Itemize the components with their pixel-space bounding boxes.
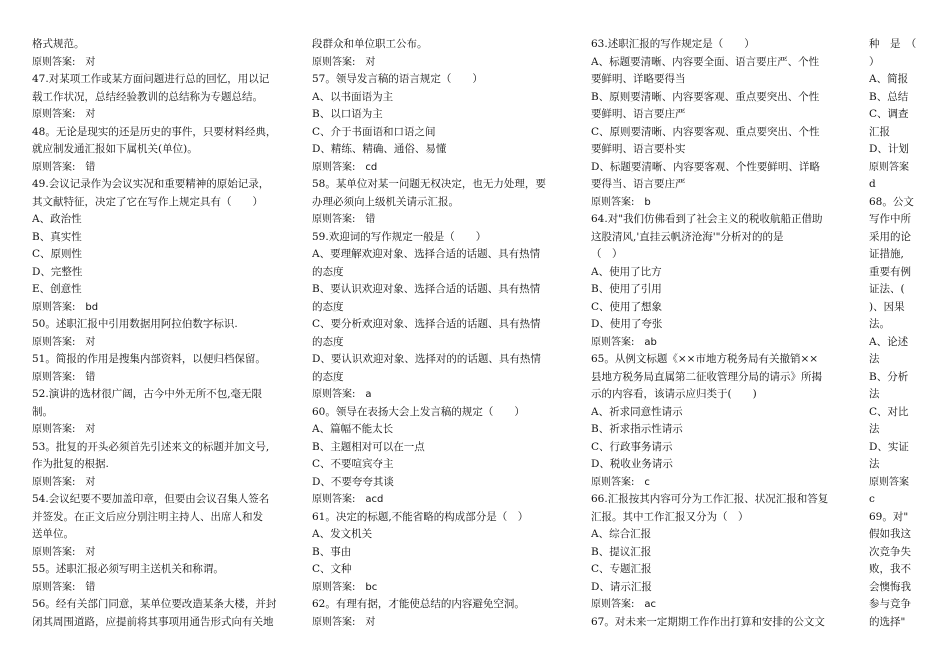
text-line: 原则答案: 对 bbox=[32, 424, 96, 435]
text-line: 证法、( bbox=[869, 283, 905, 295]
text-line: C、文种 bbox=[312, 563, 352, 575]
text-line: 原则答案: 对 bbox=[32, 56, 96, 68]
text-line: 63.述职汇报的写作规定是（ ） bbox=[591, 38, 755, 50]
text-line: 52.演讲的选材很广阔，古今中外无所不包,毫无限 bbox=[32, 388, 263, 400]
text-line: 原则答案: ab bbox=[591, 336, 657, 348]
text-line: 法 bbox=[869, 423, 880, 435]
text-line: A、使用了比方 bbox=[591, 265, 662, 278]
text-line: 69。对" bbox=[869, 510, 909, 523]
text-line: 重要有例 bbox=[869, 265, 911, 278]
text-line: ） bbox=[869, 55, 880, 68]
text-line: B、祈求指示性请示 bbox=[591, 423, 683, 435]
text-line: 采用的论 bbox=[869, 230, 911, 243]
text-line: 就应制发通汇报如下属机关(单位)。 bbox=[32, 143, 198, 155]
text-line: A、发文机关 bbox=[312, 528, 373, 540]
text-line: 原则答案: ac bbox=[591, 599, 656, 610]
text-line: 的态度 bbox=[312, 265, 344, 278]
text-line: C、要分析欢迎对象、选择合适的话题、具有热情 bbox=[312, 318, 541, 330]
text-line: 原则答案: 对 bbox=[312, 56, 376, 68]
text-line: D、税收业务请示 bbox=[591, 458, 673, 470]
text-line: B、使用了引用 bbox=[591, 283, 662, 295]
text-line: 原则答案: b bbox=[591, 196, 651, 208]
text-line: 原则答案: acd bbox=[312, 494, 384, 505]
text-line: A、以书面语为主 bbox=[312, 90, 394, 103]
text-line: 65。从例文标题《××市地方税务局有关撤销×× bbox=[591, 353, 819, 365]
text-line: B、主题相对可以在一点 bbox=[312, 440, 425, 453]
text-line: A、要理解欢迎对象、选择合适的话题、具有热情 bbox=[312, 248, 541, 260]
text-line: B、以口语为主 bbox=[312, 108, 383, 120]
column-1 bbox=[32, 36, 290, 631]
column-4 bbox=[869, 36, 931, 631]
text-line: 汇报 bbox=[869, 125, 890, 138]
text-line: （ ） bbox=[591, 248, 623, 260]
text-line: C、原则性 bbox=[32, 248, 83, 260]
text-line: 这股清风,'直挂云帆济沧海'"分析对的的是 bbox=[591, 230, 784, 243]
text-line: A、标题要清晰、内容要全面、语言要庄严、个性 bbox=[591, 55, 820, 68]
text-line: 县地方税务局直属第二征收管理分局的请示》所揭 bbox=[591, 370, 822, 383]
text-line: 原则答案: 对 bbox=[32, 109, 96, 120]
text-line: 制。 bbox=[32, 405, 53, 418]
text-line: B、事由 bbox=[312, 545, 352, 558]
text-line: c bbox=[869, 493, 875, 505]
text-line: C、不要喧宾夺主 bbox=[312, 458, 394, 470]
text-line: 种 是 （ bbox=[869, 38, 917, 50]
text-line: D、计划 bbox=[869, 143, 909, 155]
text-line: D、精练、精确、通俗、易懂 bbox=[312, 143, 447, 155]
text-line: 并签发。在正文后应分别注明主持人、出席人和发 bbox=[32, 510, 263, 523]
text-line: B、要认识欢迎对象、选择合适的话题、具有热情 bbox=[312, 283, 541, 295]
text-line: 要鲜明、语言要朴实 bbox=[591, 143, 686, 155]
text-line: A、综合汇报 bbox=[591, 528, 652, 540]
text-line: 闭其周围道路，应提前将其事项用通告形式向有关地 bbox=[32, 615, 274, 628]
text-line: 原则答案: cd bbox=[312, 161, 378, 173]
text-line: 载工作状况，总结经验教训的总结称为专题总结。 bbox=[32, 90, 263, 103]
text-line: D、使用了夸张 bbox=[591, 318, 663, 330]
text-line: 的态度 bbox=[312, 335, 344, 348]
text-line: 48。无论是现实的还是历史的事件，只要材料经典， bbox=[32, 125, 277, 138]
text-line: B、真实性 bbox=[32, 230, 82, 243]
text-line: 段群众和单位职工公布。 bbox=[312, 38, 428, 50]
text-line: 写作中所 bbox=[869, 213, 911, 225]
text-line: 67。对未来一定期期工作作出打算和安排的公文文 bbox=[591, 615, 825, 628]
text-line: 败，我不 bbox=[869, 563, 911, 575]
text-line: 58。某单位对某一问题无权决定，也无力处理，要 bbox=[312, 178, 546, 190]
text-line: 60。领导在表扬大会上发言稿的规定（ ） bbox=[312, 405, 525, 418]
text-line: A、祈求同意性请示 bbox=[591, 405, 683, 418]
text-line: C、专题汇报 bbox=[591, 563, 652, 575]
text-line: 原则答案: bd bbox=[32, 301, 99, 313]
text-line: 51。简报的作用是搜集内部资料，以便归档保留。 bbox=[32, 353, 266, 365]
text-line: A、论述 bbox=[869, 335, 909, 348]
text-line: 法。 bbox=[869, 318, 890, 330]
text-line: 62。有理有据，才能使总结的内容避免空洞。 bbox=[312, 598, 525, 610]
text-line: 64.对"我们仿佛看到了社会主义的税收航船正借助 bbox=[591, 213, 823, 225]
text-line: 参与竞争 bbox=[869, 598, 911, 610]
text-line: 作为批复的根据. bbox=[32, 458, 109, 470]
text-line: 原则答案: 对 bbox=[32, 546, 96, 558]
text-line: A、简报 bbox=[869, 73, 909, 85]
text-line: B、总结 bbox=[869, 90, 909, 103]
text-line: A、政治性 bbox=[32, 213, 82, 225]
text-line: 54.会议纪要不要加盖印章，但要由会议召集人签名 bbox=[32, 493, 270, 505]
text-line: A、篇幅不能太长 bbox=[312, 423, 394, 435]
text-line: 法 bbox=[869, 458, 880, 470]
text-line: 汇报。其中工作汇报又分为（ ） bbox=[591, 510, 749, 523]
text-line: C、原则要清晰、内容要客观、重点要突出、个性 bbox=[591, 125, 820, 138]
text-line: 原则答案 bbox=[869, 161, 909, 173]
text-line: C、调查 bbox=[869, 108, 909, 120]
text-line: D、实证 bbox=[869, 440, 909, 453]
text-line: 法 bbox=[869, 388, 880, 400]
text-line: D、请示汇报 bbox=[591, 580, 652, 593]
text-line: 原则答案: c bbox=[591, 476, 650, 488]
text-line: B、提议汇报 bbox=[591, 545, 652, 558]
text-line: 68。公文 bbox=[869, 195, 914, 208]
text-line: 61。决定的标题,不能省略的构成部分是（ ） bbox=[312, 510, 529, 523]
text-line: 假如我这 bbox=[869, 528, 911, 540]
text-line: 其文献特征，决定了它在写作上规定具有（ ） bbox=[32, 195, 263, 208]
text-line: B、分析 bbox=[869, 370, 909, 383]
text-line: D、完整性 bbox=[32, 265, 83, 278]
text-line: 56。经有关部门同意，某单位要改造某条大楼，并封 bbox=[32, 598, 277, 610]
text-line: 办理必须向上级机关请示汇报。 bbox=[312, 195, 459, 208]
text-line: 50。述职汇报中引用数据用阿拉伯数字标识. bbox=[32, 318, 238, 330]
text-line: 要鲜明、语言要庄严 bbox=[591, 108, 686, 120]
text-line: C、介于书面语和口语之间 bbox=[312, 125, 436, 138]
text-line: C、行政事务请示 bbox=[591, 440, 673, 453]
text-line: 原则答案: 错 bbox=[32, 371, 96, 383]
text-line: 原则答案: 错 bbox=[312, 214, 376, 225]
text-line: 示的内容看，该请示应归类于( ) bbox=[591, 388, 757, 400]
text-line: 57。领导发言稿的语言规定（ ） bbox=[312, 73, 483, 85]
text-line: 53。批复的开头必须首先引述来文的标题并加文号, bbox=[32, 440, 270, 453]
text-line: 会懊悔我 bbox=[869, 580, 911, 593]
text-line: 原则答案: bc bbox=[312, 581, 378, 593]
text-line: 法 bbox=[869, 353, 880, 365]
text-line: )、因果 bbox=[869, 300, 905, 313]
text-line: 原则答案: 对 bbox=[32, 336, 96, 348]
text-line: 的选择" bbox=[869, 615, 906, 628]
text-line: 证措施, bbox=[869, 248, 904, 260]
text-line: D、不要夸夸其谈 bbox=[312, 475, 394, 488]
text-line: 55。述职汇报必须写明主送机关和称谓。 bbox=[32, 563, 224, 575]
text-line: 要得当、语言要庄严 bbox=[591, 178, 686, 190]
text-line: D、要认识欢迎对象、选择对的的话题、具有热情 bbox=[312, 353, 541, 365]
column-3 bbox=[591, 36, 847, 631]
text-line: C、对比 bbox=[869, 405, 909, 418]
text-line: D、标题要清晰、内容要客观、个性要鲜明、详略 bbox=[591, 160, 820, 173]
text-line: 原则答案: 错 bbox=[32, 161, 96, 173]
text-line: 47.对某项工作或某方面问题进行总的回忆，用以记 bbox=[32, 73, 270, 85]
text-line: 原则答案: 错 bbox=[32, 581, 96, 593]
text-line: B、原则要清晰、内容要客观、重点要突出、个性 bbox=[591, 90, 820, 103]
text-line: 原则答案: 对 bbox=[312, 616, 376, 628]
text-line: E、创意性 bbox=[32, 283, 82, 295]
text-line: 原则答案: a bbox=[312, 389, 372, 400]
text-line: 49.会议记录作为会议实况和重要精神的原始记录， bbox=[32, 178, 270, 190]
column-2 bbox=[312, 36, 568, 631]
text-line: 原则答案: 对 bbox=[32, 476, 96, 488]
text-line: 送单位。 bbox=[32, 528, 74, 540]
text-line: 格式规范。 bbox=[32, 38, 85, 50]
text-line: 的态度 bbox=[312, 300, 344, 313]
text-line: 66.汇报按其内容可分为工作汇报、状况汇报和答复 bbox=[591, 493, 829, 505]
text-line: 次竞争失 bbox=[869, 545, 911, 558]
text-line: 的态度 bbox=[312, 370, 344, 383]
text-line: 原则答案 bbox=[869, 476, 909, 488]
text-line: 要鲜明、详略要得当 bbox=[591, 73, 686, 85]
text-line: C、使用了想象 bbox=[591, 300, 663, 313]
text-line: 59.欢迎词的写作规定一般是（ ） bbox=[312, 230, 487, 243]
text-line: d bbox=[869, 178, 876, 190]
